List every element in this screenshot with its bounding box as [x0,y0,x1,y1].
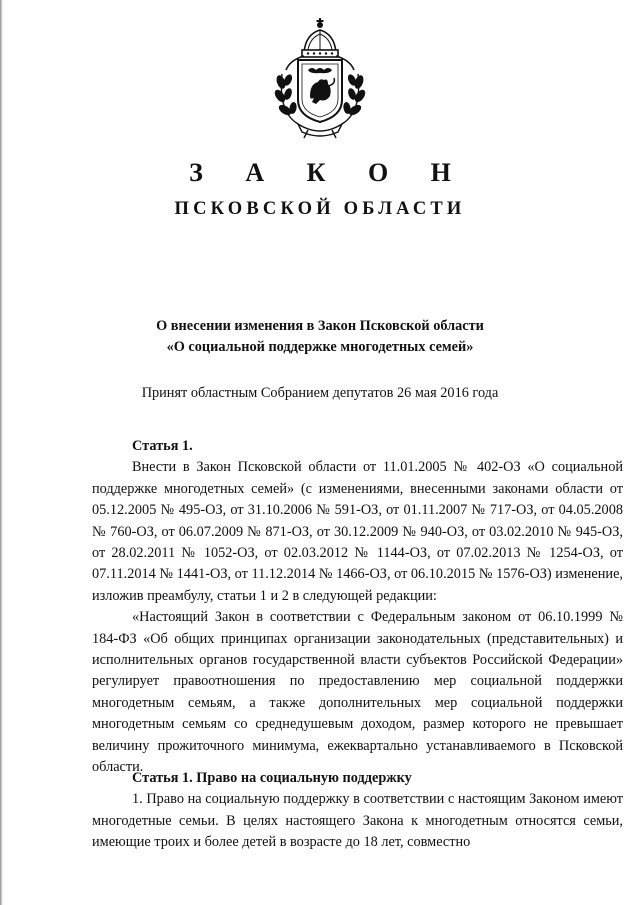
coat-of-arms-emblem-icon [268,12,372,140]
preamble-paragraph: «Настоящий Закон в соответствии с Федеральным законом от 06.10.1999 № 184-ФЗ «Об общих принципах организации законодательных (представительных) и исполнительных органов государственной власти субъектов Российской Федерации» регулирует правоотношения по предоставлению мер социальной поддержки многодетным семьям, а также дополнительных мер социальной поддержки многодетным семьям со среднедушевым доходом, размер которого не превышает величину прожиточного минимума, ежеквартально устанавливаемого в Псковской области. [92,609,623,776]
law-title-line-1: О внесении изменения в Закон Псковской области [156,318,484,334]
article-1-paragraph: Внести в Закон Псковской области от 11.01.2005 № 402-ОЗ «О социальной поддержке многодетных семей» (с изменениями, внесенными законами области от 05.12.2005 № 495-ОЗ, от 31.10.2006 № 591-ОЗ, от 01.11.2007 № 717-ОЗ, от 04.05.2008 № 760-ОЗ, от 06.07.2009 № 871-ОЗ, от 30.12.2009 № 940-ОЗ, от 03.02.2010 № 945-ОЗ, от 28.02.2011 № 1052-ОЗ, от 02.03.2012 № 1144-ОЗ, от 07.02.2013 № 1254-ОЗ, от 07.11.2014 № 1441-ОЗ, от 11.12.2014 № 1466-ОЗ, от 06.10.2015 № 1576-ОЗ) изменение, изложив преамбулу, статьи 1 и 2 в следующей редакции: [92,459,623,604]
new-article-1-paragraph: 1. Право на социальную поддержку в соответствии с настоящим Законом имеют многодетные семьи. В целях настоящего Закона к многодетным относятся семьи, имеющие троих и более детей в возрасте до 18 лет, совместно [92,791,623,851]
new-article-1-heading: Статья 1. Право на социальную поддержку [132,770,412,786]
document-type-title: З А К О Н [189,158,469,187]
scan-edge-shadow [0,0,3,905]
region-subtitle: ПСКОВСКОЙ ОБЛАСТИ [174,199,466,219]
law-title-line-2: «О социальной поддержке многодетных семей» [166,339,474,355]
article-1-heading: Статья 1. [132,438,193,454]
article-1-block [92,436,623,779]
adoption-statement: Принят областным Собранием депутатов 26 мая 2016 года [141,385,499,401]
law-title [0,316,640,358]
new-article-1-block [92,768,623,854]
